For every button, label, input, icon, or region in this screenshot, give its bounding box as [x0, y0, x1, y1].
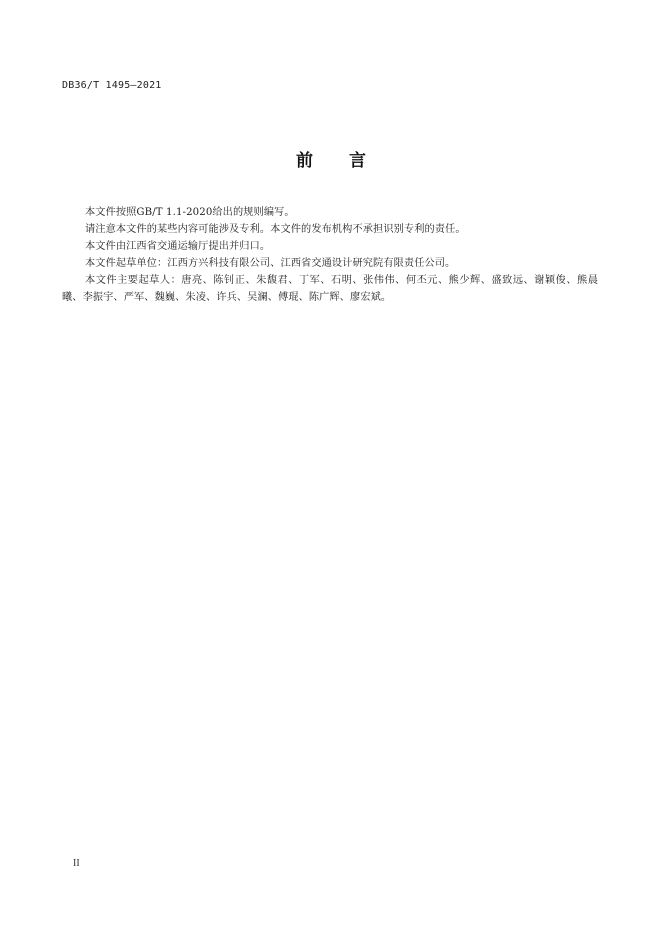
page-number: II [73, 858, 80, 869]
paragraph-proposer: 本文件由江西省交通运输厅提出并归口。 [85, 241, 271, 252]
paragraph-drafting-rules: 本文件按照GB/T 1.1-2020给出的规则编写。 [85, 207, 295, 218]
paragraph-patent-notice: 请注意本文件的某些内容可能涉及专利。本文件的发布机构不承担识别专利的责任。 [85, 224, 466, 235]
title-char-2: 言 [349, 151, 366, 171]
paragraph-drafters: 本文件主要起草人：唐亮、陈钊正、朱馥君、丁军、石明、张伟伟、何丕元、熊少辉、盛致远、谢颖俊、熊晨曦、李振宇、严军、魏巍、朱凌、许兵、吴澜、傅琨、陈广辉、廖宏斌。 [62, 275, 598, 303]
page-title [0, 146, 662, 171]
title-char-1: 前 [296, 151, 313, 171]
standard-code: DB36/T 1495—2021 [62, 80, 162, 91]
paragraph-drafting-units: 本文件起草单位：江西方兴科技有限公司、江西省交通设计研究院有限责任公司。 [85, 258, 456, 269]
foreword-body [62, 204, 598, 306]
